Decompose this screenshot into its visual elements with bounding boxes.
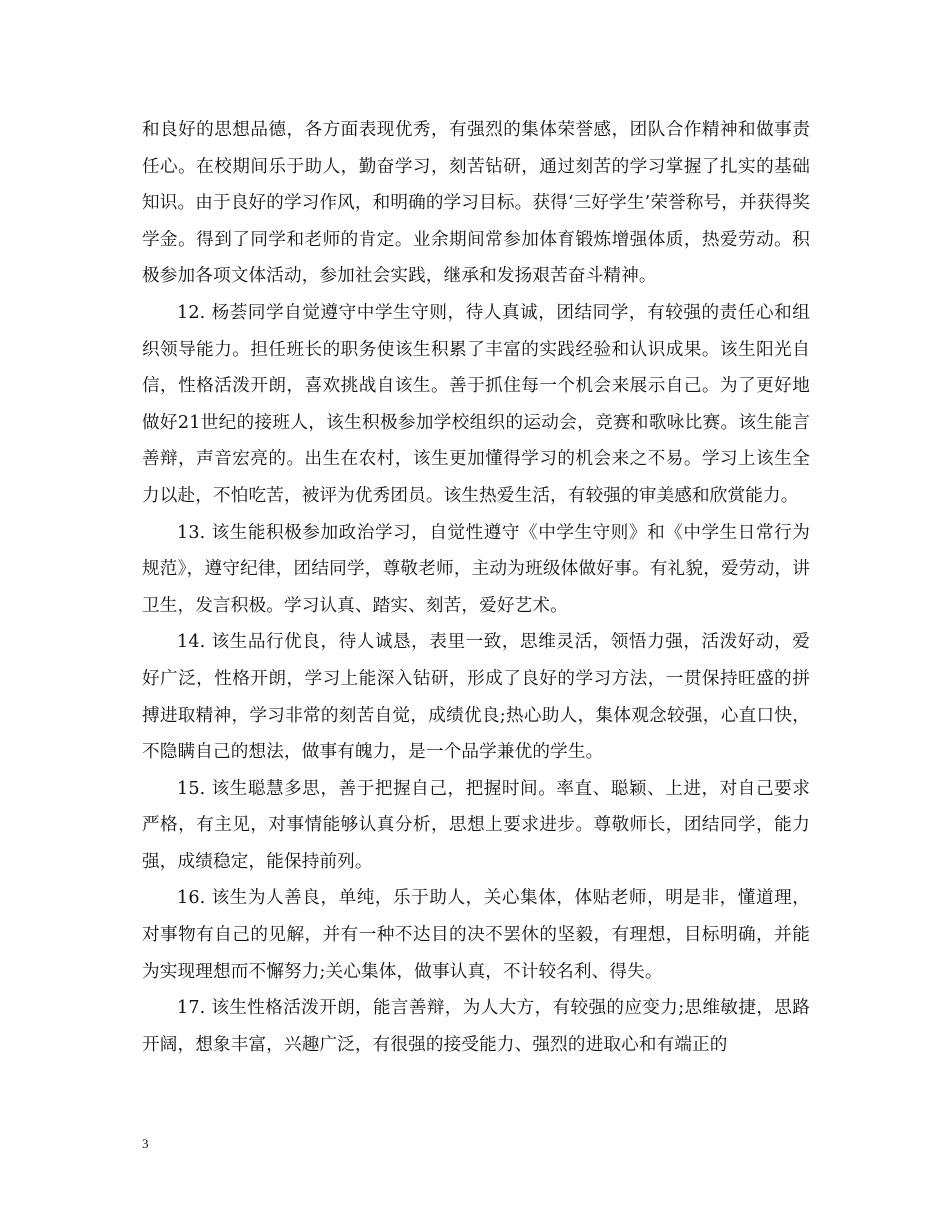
paragraph-item-17: 17. 该生性格活泼开朗，能言善辩，为人大方，有较强的应变力;思维敏捷，思路开阔，想象丰富，兴趣广泛，有很强的接受能力、强烈的进取心和有端正的 (142, 998, 810, 1055)
paragraph-item-12: 12. 杨荟同学自觉遵守中学生守则，待人真诚，团结同学，有较强的责任心和组织领导能力。担任班长的职务使该生积累了丰富的实践经验和认识成果。该生阳光自信，性格活泼开朗，喜欢挑战自该生。善于抓住每一个机会来展示自己。为了更好地做好21世纪的接班人，该生积极参加学校组织的运动会，竞赛和歌咏比赛。该生能言善辩，声音宏亮的。出生在农村，该生更加懂得学习的机会来之不易。学习上该生全力以赴，不怕吃苦，被评为优秀团员。该生热爱生活，有较强的审美感和欣赏能力。 (142, 302, 810, 506)
paragraph-item-14: 14. 该生品行优良，待人诚恳，表里一致，思维灵活，领悟力强，活泼好动，爱好广泛，性格开朗，学习上能深入钻研，形成了良好的学习方法，一贯保持旺盛的拼搏进取精神，学习非常的刻苦自觉，成绩优良;热心助人，集体观念较强，心直口快，不隐瞒自己的想法，做事有魄力，是一个品学兼优的学生。 (142, 632, 810, 763)
paragraph-item-15: 15. 该生聪慧多思，善于把握自己，把握时间。率直、聪颖、上进，对自己要求严格，有主见，对事情能够认真分析，思想上要求进步。尊敬师长，团结同学，能力强，成绩稳定，能保持前列。 (142, 778, 810, 872)
paragraph-continued: 和良好的思想品德，各方面表现优秀，有强烈的集体荣誉感，团队合作精神和做事责任心。在校期间乐于助人，勤奋学习，刻苦钻研，通过刻苦的学习掌握了扎实的基础知识。由于良好的学习作风，和明确的学习目标。获得‘三好学生’荣誉称号，并获得奖学金。得到了同学和老师的肯定。业余期间常参加体育锻炼增强体质，热爱劳动。积极参加各项文体活动，参加社会实践，继承和发扬艰苦奋斗精神。 (142, 120, 811, 287)
document-body (142, 112, 810, 1063)
paragraph-item-13: 13. 该生能积极参加政治学习，自觉性遵守《中学生守则》和《中学生日常行为规范》，遵守纪律，团结同学，尊敬老师，主动为班级体做好事。有礼貌，爱劳动，讲卫生，发言积极。学习认真、踏实、刻苦，爱好艺术。 (142, 522, 810, 616)
page-number: 3 (142, 1136, 149, 1151)
paragraph-item-16: 16. 该生为人善良，单纯，乐于助人，关心集体，体贴老师，明是非，懂道理，对事物有自己的见解，并有一种不达目的决不罢休的坚毅，有理想，目标明确，并能为实现理想而不懈努力;关心集体，做事认真，不计较名利、得失。 (142, 888, 810, 982)
